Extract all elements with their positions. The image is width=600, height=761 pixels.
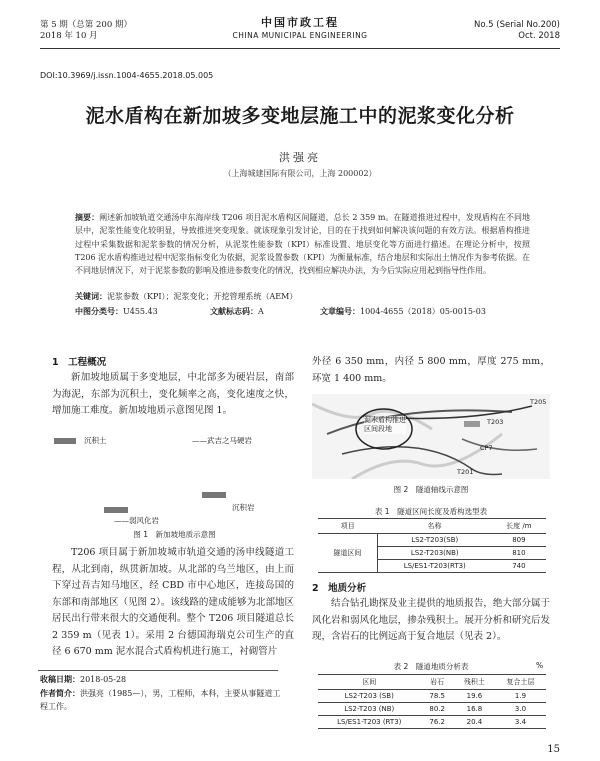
header-left (40, 20, 132, 42)
table-2-cell: 3.0 (495, 703, 546, 716)
bio-label: 作者简介： (40, 689, 80, 698)
section-1-paragraph-2: T206 项目属于新加坡城市轨道交通的汤申线隧道工程，从北到南，纵贯新加坡。从北部的乌兰地区，由上而下穿过吾吉知马地区，经 CBD 市中心地区，连接岛国的东部和南部地区（见图 2）。该线路的建成能够为北部地区居民出行带来很大的交通便利。整个 T206 项目隧道总长 2 359 m（见表 1）。采用 2 台德国海瑞克公司生产的直径 6 670 mm 泥水混合式盾构机进行施工，衬砌管片 (52, 547, 294, 657)
table-1-header: 项目 (318, 519, 377, 534)
journal-name-cn: 中国市政工程 (261, 16, 339, 29)
doc-code-value: A (258, 307, 264, 316)
table-1-header: 长度 /m (492, 519, 546, 534)
article-no-label: 文章编号： (320, 307, 360, 316)
section-2-paragraph-1: 结合钻孔勘探及业主提供的地质报告，绝大部分属于风化岩和弱风化地层，掺杂残积土。展开分析和研究后发现，含岩石的比例远高于复合地层（见表 2）。 (312, 598, 550, 642)
table-1-caption: 表 1 隧道区间长度及盾构选型表 (374, 507, 488, 516)
table-2-cell: 1.9 (495, 690, 546, 703)
table-1-cell: 740 (492, 560, 546, 573)
header-right (474, 20, 560, 42)
table-2-caption: 表 2 隧道地质分析表 (393, 662, 469, 671)
fig1-legend-swatch-d (104, 507, 128, 513)
table-2-cell: 76.2 (420, 716, 453, 729)
header-rule (40, 48, 560, 49)
table-2-cell: LS2-T203 (SB) (318, 690, 420, 703)
figure-2-caption: 图 2 隧道轴线示意图 (393, 485, 469, 494)
journal-masthead (200, 17, 400, 41)
map-tag-cp7: CP7 (480, 444, 493, 452)
abstract (75, 211, 530, 277)
footnote-rule (38, 670, 278, 671)
keywords (75, 291, 297, 302)
fig1-legend-swatch-c (202, 492, 226, 498)
table-2-header: 区间 (318, 675, 420, 690)
affiliation: （上海城建国际有限公司，上海 200002） (223, 169, 377, 178)
table-2-header-row (318, 675, 546, 690)
issue-cn: 第 5 期（总第 200 期） (40, 20, 132, 30)
received-date: 2018-05-28 (80, 675, 127, 684)
map-tag-t201: T201 (457, 468, 474, 476)
table-2-cell: 16.8 (454, 703, 495, 716)
table-2-row (318, 703, 546, 716)
fig1-label-sedimentary-rock: 沉积岩 (232, 503, 255, 512)
section-1-heading: 1 工程概况 (52, 357, 107, 368)
keywords-text: 泥浆参数（KPI）；泥浆变化；开挖管理系统（AEM） (107, 292, 298, 301)
table-2-cell: 78.5 (420, 690, 453, 703)
table-1-header: 名称 (377, 519, 492, 534)
received-label: 收稿日期： (40, 675, 80, 684)
abstract-text: 阐述新加坡轨道交通汤申东海岸线 T206 项目泥水盾构区间隧道，总长 2 359 m。在隧道推进过程中，发现盾构在不同地层中，泥浆性能变化较明显，导致推进突变现象。就该现象引发讨论，目的在于找到如何解决该问题的有效方法。根据盾构推进过程中采集数据和泥浆参数的情况分析，从泥浆性能参数（KPI）标准设置、地层变化等方面进行描述。在理论分析中，按照 T206 泥水盾构推进过程中泥浆指标变化为依据，泥浆设置参数（KPI）为衡量标准，结合地层和实际出土情况作为参考依据。在不同地层情况下，对于泥浆参数的影响及推进参数变化的情况，找到相应解决办法，为今后实际应用起到指导性作用。 (75, 213, 531, 276)
fig1-label-sediment: 沉积土 (84, 436, 107, 445)
table-2-cell: 19.6 (454, 690, 495, 703)
author: 洪强亮 (279, 151, 321, 164)
clc-label: 中图分类号： (75, 307, 123, 316)
table-2-cell: LS2-T203 (NB) (318, 703, 420, 716)
classification-line (75, 306, 530, 317)
table-2-unit: % (536, 661, 544, 670)
table-2-cell: 80.2 (420, 703, 453, 716)
map-tag-swatch (464, 421, 480, 427)
section-1-paragraph-2-continued: 外径 6 350 mm，内径 5 800 mm，厚度 275 mm，环宽 1 400 mm。 (312, 356, 550, 384)
fig1-label-weathered-rock: ——弱风化岩 (114, 516, 159, 525)
table-2 (318, 674, 546, 729)
table-1-group-cell: 隧道区间 (318, 534, 377, 573)
table-1-cell: 809 (492, 534, 546, 547)
table-2-cell: 20.4 (454, 716, 495, 729)
footnote-bio (40, 687, 282, 713)
table-1 (318, 518, 546, 573)
table-1-cell: LS/ES1-T203(RT3) (377, 560, 492, 573)
table-2-cell: 3.4 (495, 716, 546, 729)
doi[interactable]: DOI:10.3969/j.issn.1004-4655.2018.05.005 (40, 71, 214, 80)
map-label: 泥水盾构推进 区间段地 (364, 416, 406, 433)
paper-title: 泥水盾构在新加坡多变地层施工中的泥浆变化分析 (85, 105, 515, 127)
date-en: Oct. 2018 (518, 31, 560, 41)
map-tag-t205: T205 (530, 398, 547, 406)
table-2-header: 残积土 (454, 675, 495, 690)
figure-2-map (312, 394, 550, 479)
clc-value: U455.43 (123, 307, 158, 316)
table-1-cell: LS2-T203(SB) (377, 534, 492, 547)
table-2-row (318, 690, 546, 703)
footnote-received (40, 673, 280, 686)
table-1-header-row (318, 519, 546, 534)
figure-1 (52, 435, 297, 525)
figure-1-caption: 图 1 新加坡地质示意图 (133, 530, 216, 539)
keywords-label: 关键词： (75, 292, 107, 301)
date-cn: 2018 年 10 月 (40, 31, 98, 41)
table-1-cell: LS2-T203(NB) (377, 547, 492, 560)
section-2-heading: 2 地质分析 (312, 583, 367, 594)
table-1-cell: 810 (492, 547, 546, 560)
figure-2 (312, 394, 550, 479)
article-no-value: 1004-4655（2018）05-0015-03 (360, 307, 486, 316)
bio-text: 洪强亮（1985—），男，工程师，本科，主要从事隧道工程工作。 (40, 689, 281, 711)
section-1-paragraph-1: 新加坡地质属于多变地层，中北部多为硬岩层，南部为海泥，东部为沉积土，变化频率之高，变化速度之快，增加施工难度。新加坡地质示意图见图 1。 (52, 372, 294, 416)
fig1-label-hard-rock: ——武吉之马硬岩 (192, 436, 252, 445)
table-2-header: 岩石 (420, 675, 453, 690)
map-tag-t203: T203 (487, 418, 504, 426)
abstract-label: 摘要： (75, 213, 100, 222)
issue-en: No.5 (Serial No.200) (474, 20, 560, 30)
page-number: 15 (547, 744, 560, 755)
table-2-cell: LS/ES1-T203 (RT3) (318, 716, 420, 729)
doc-code-label: 文献标志码： (210, 307, 258, 316)
journal-name-en: CHINA MUNICIPAL ENGINEERING (232, 31, 368, 40)
table-2-row (318, 716, 546, 729)
fig1-legend-swatch-a (54, 438, 76, 444)
figure-1-graphic (52, 435, 297, 525)
table-2-header: 复合土层 (495, 675, 546, 690)
table-1-row (318, 534, 546, 547)
